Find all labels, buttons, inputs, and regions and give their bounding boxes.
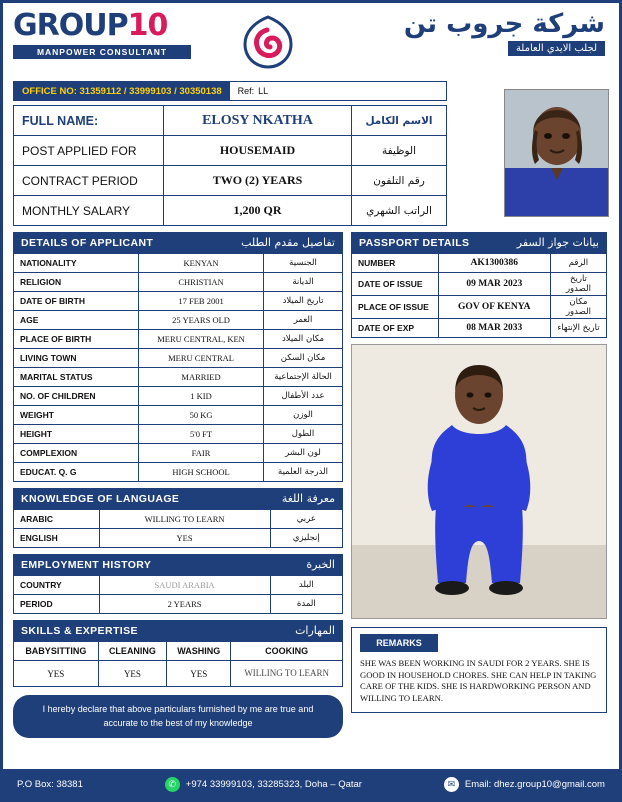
whatsapp-icon: ✆ xyxy=(165,777,180,792)
reference-field xyxy=(230,82,446,100)
row-value: 50 KG xyxy=(139,406,264,425)
email-icon: ✉ xyxy=(444,777,459,792)
table-row xyxy=(14,330,343,349)
row-key: ARABIC xyxy=(14,510,100,529)
post-label: POST APPLIED FOR xyxy=(14,136,164,166)
contract-value: TWO (2) YEARS xyxy=(164,166,352,196)
row-arabic: العمر xyxy=(264,311,343,330)
table-row xyxy=(352,319,607,338)
row-value: GOV OF KENYA xyxy=(438,296,550,319)
office-number: OFFICE NO: 31359112 / 33999103 / 30350138 xyxy=(14,82,230,100)
row-key: AGE xyxy=(14,311,139,330)
row-value: 25 YEARS OLD xyxy=(139,311,264,330)
table-row xyxy=(14,444,343,463)
section-applicant-header xyxy=(13,232,343,253)
table-row xyxy=(14,273,343,292)
row-value: 2 YEARS xyxy=(99,595,270,614)
row-value: AK1300386 xyxy=(438,254,550,273)
table-row xyxy=(14,510,343,529)
row-key: COUNTRY xyxy=(14,576,100,595)
applicant-passport-photo xyxy=(504,89,609,217)
table-row xyxy=(352,296,607,319)
row-arabic: تاريخ الصدور xyxy=(550,273,606,296)
company-logo xyxy=(13,8,203,59)
table-row xyxy=(352,273,607,296)
row-key: PLACE OF BIRTH xyxy=(14,330,139,349)
section-title-arabic: معرفة اللغة xyxy=(281,492,335,505)
salary-value: 1,200 QR xyxy=(164,196,352,226)
language-table xyxy=(13,509,343,548)
skills-table xyxy=(13,641,343,687)
pobox-text: P.O Box: 38381 xyxy=(17,778,83,790)
arabic-header xyxy=(333,11,609,56)
row-value: KENYAN xyxy=(139,254,264,273)
row-arabic: البلد xyxy=(270,576,342,595)
row-arabic: الدرجة العلمية xyxy=(264,463,343,482)
emblem-icon xyxy=(203,11,333,71)
section-title-arabic: المهارات xyxy=(295,624,335,637)
logo-text xyxy=(13,8,203,43)
passport-table xyxy=(351,253,607,338)
ref-label: Ref: xyxy=(237,86,255,96)
row-value: MERU CENTRAL, KEN xyxy=(139,330,264,349)
ref-value: LL xyxy=(258,86,269,96)
section-title-arabic: الخبرة xyxy=(306,558,335,571)
row-key: COMPLEXION xyxy=(14,444,139,463)
table-row xyxy=(14,425,343,444)
document-footer xyxy=(3,769,619,799)
table-row xyxy=(14,166,447,196)
summary-table xyxy=(13,105,447,226)
row-value: 17 FEB 2001 xyxy=(139,292,264,311)
declaration-text: I hereby declare that above particulars furnished by me are true and accurate to the best of my knowledge xyxy=(13,695,343,738)
row-key: EDUCAT. Q. G xyxy=(14,463,139,482)
row-arabic: الرقم xyxy=(550,254,606,273)
applicant-full-photo xyxy=(351,344,607,619)
contract-label: CONTRACT PERIOD xyxy=(14,166,164,196)
row-key: DATE OF BIRTH xyxy=(14,292,139,311)
row-key: RELIGION xyxy=(14,273,139,292)
remarks-title: REMARKS xyxy=(360,634,438,652)
row-key: NUMBER xyxy=(352,254,439,273)
row-key: LIVING TOWN xyxy=(14,349,139,368)
row-value: CHRISTIAN xyxy=(139,273,264,292)
row-value: MERU CENTRAL xyxy=(139,349,264,368)
fullname-arabic: الاسم الكامل xyxy=(352,106,447,136)
skill-value: YES xyxy=(167,661,231,687)
section-title: PASSPORT DETAILS xyxy=(359,236,470,249)
row-arabic: الطول xyxy=(264,425,343,444)
row-value: HIGH SCHOOL xyxy=(139,463,264,482)
row-arabic: لون البشر xyxy=(264,444,343,463)
arabic-company-name: شركة جروب تن xyxy=(403,9,605,39)
row-arabic: الحالة الإجتماعية xyxy=(264,368,343,387)
contract-arabic: رقم التلفون xyxy=(352,166,447,196)
table-row xyxy=(14,387,343,406)
office-ref-bar xyxy=(13,81,447,101)
row-arabic: إنجليزي xyxy=(270,529,342,548)
row-value: 5'0 FT xyxy=(139,425,264,444)
section-title-arabic: بيانات جواز السفر xyxy=(516,236,599,249)
pobox-item xyxy=(17,779,83,790)
remarks-body: SHE WAS BEEN WORKING IN SAUDI FOR 2 YEARS. SHE IS GOOD IN HOUSEHOLD CHORES. SHE CAN HELP IN TAKING CARE OF THE KIDS. SHE IS HARDWORKING PERSON AND WILLING TO LEARN. xyxy=(360,658,597,703)
row-value: MARRIED xyxy=(139,368,264,387)
skill-header: BABYSITTING xyxy=(14,642,99,661)
table-row xyxy=(14,406,343,425)
table-row xyxy=(14,576,343,595)
row-arabic: عربي xyxy=(270,510,342,529)
row-arabic: عدد الأطفال xyxy=(264,387,343,406)
section-title: SKILLS & EXPERTISE xyxy=(21,624,138,637)
logo-word: GROUP xyxy=(13,8,128,43)
skill-header: COOKING xyxy=(231,642,343,661)
row-arabic: مكان الصدور xyxy=(550,296,606,319)
row-value: 1 KID xyxy=(139,387,264,406)
document-header xyxy=(3,3,619,81)
phone-item xyxy=(165,777,362,792)
table-row xyxy=(14,254,343,273)
post-value: HOUSEMAID xyxy=(164,136,352,166)
salary-arabic: الراتب الشهري xyxy=(352,196,447,226)
row-arabic: مكان الميلاد xyxy=(264,330,343,349)
table-row xyxy=(14,106,447,136)
phone-text: +974 33999103, 33285323, Doha – Qatar xyxy=(185,778,362,790)
section-title: EMPLOYMENT HISTORY xyxy=(21,558,152,571)
fullname-label: FULL NAME: xyxy=(14,106,164,136)
row-value: FAIR xyxy=(139,444,264,463)
row-key: HEIGHT xyxy=(14,425,139,444)
row-arabic: مكان السكن xyxy=(264,349,343,368)
row-value: 09 MAR 2023 xyxy=(438,273,550,296)
right-column xyxy=(351,232,607,738)
row-key: NO. OF CHILDREN xyxy=(14,387,139,406)
post-arabic: الوظيفة xyxy=(352,136,447,166)
row-arabic: تاريخ الميلاد xyxy=(264,292,343,311)
section-language-header xyxy=(13,488,343,509)
skill-header: CLEANING xyxy=(98,642,167,661)
email-item[interactable] xyxy=(444,777,605,792)
table-row xyxy=(14,349,343,368)
table-row xyxy=(14,529,343,548)
row-key: WEIGHT xyxy=(14,406,139,425)
table-row xyxy=(14,642,343,661)
row-value: YES xyxy=(99,529,270,548)
main-columns xyxy=(13,232,609,738)
row-value: WILLING TO LEARN xyxy=(99,510,270,529)
row-key: PERIOD xyxy=(14,595,100,614)
row-arabic: المدة xyxy=(270,595,342,614)
table-row xyxy=(14,595,343,614)
logo-number: 10 xyxy=(127,8,168,43)
skill-value: WILLING TO LEARN xyxy=(231,661,343,687)
table-row xyxy=(352,254,607,273)
employment-table xyxy=(13,575,343,614)
fullname-value: ELOSY NKATHA xyxy=(164,106,352,136)
table-row xyxy=(14,196,447,226)
skill-value: YES xyxy=(14,661,99,687)
arabic-tagline: لجلب الايدي العاملة xyxy=(508,41,605,56)
section-title: DETAILS OF APPLICANT xyxy=(21,236,154,249)
table-row xyxy=(14,311,343,330)
skill-header: WASHING xyxy=(167,642,231,661)
skill-value: YES xyxy=(98,661,167,687)
salary-label: MONTHLY SALARY xyxy=(14,196,164,226)
row-value: 08 MAR 2033 xyxy=(438,319,550,338)
applicant-details-table xyxy=(13,253,343,482)
section-passport-header xyxy=(351,232,607,253)
table-row xyxy=(14,292,343,311)
row-arabic: تاريخ الإنتهاء xyxy=(550,319,606,338)
row-key: MARITAL STATUS xyxy=(14,368,139,387)
row-key: NATIONALITY xyxy=(14,254,139,273)
row-arabic: الديانة xyxy=(264,273,343,292)
section-title: KNOWLEDGE OF LANGUAGE xyxy=(21,492,180,505)
row-arabic: الجنسية xyxy=(264,254,343,273)
table-row xyxy=(14,136,447,166)
row-key: PLACE OF ISSUE xyxy=(352,296,439,319)
section-skills-header xyxy=(13,620,343,641)
table-row xyxy=(14,463,343,482)
section-title-arabic: تفاصيل مقدم الطلب xyxy=(241,236,335,249)
row-key: DATE OF ISSUE xyxy=(352,273,439,296)
table-row xyxy=(14,661,343,687)
row-key: ENGLISH xyxy=(14,529,100,548)
table-row xyxy=(14,368,343,387)
row-value: SAUDI ARABIA xyxy=(99,576,270,595)
left-column xyxy=(13,232,343,738)
email-text[interactable]: Email: dhez.group10@gmail.com xyxy=(464,778,605,790)
row-arabic: الوزن xyxy=(264,406,343,425)
section-employment-header xyxy=(13,554,343,575)
row-key: DATE OF EXP xyxy=(352,319,439,338)
logo-tagline: MANPOWER CONSULTANT xyxy=(13,45,191,59)
remarks-section xyxy=(351,627,607,713)
